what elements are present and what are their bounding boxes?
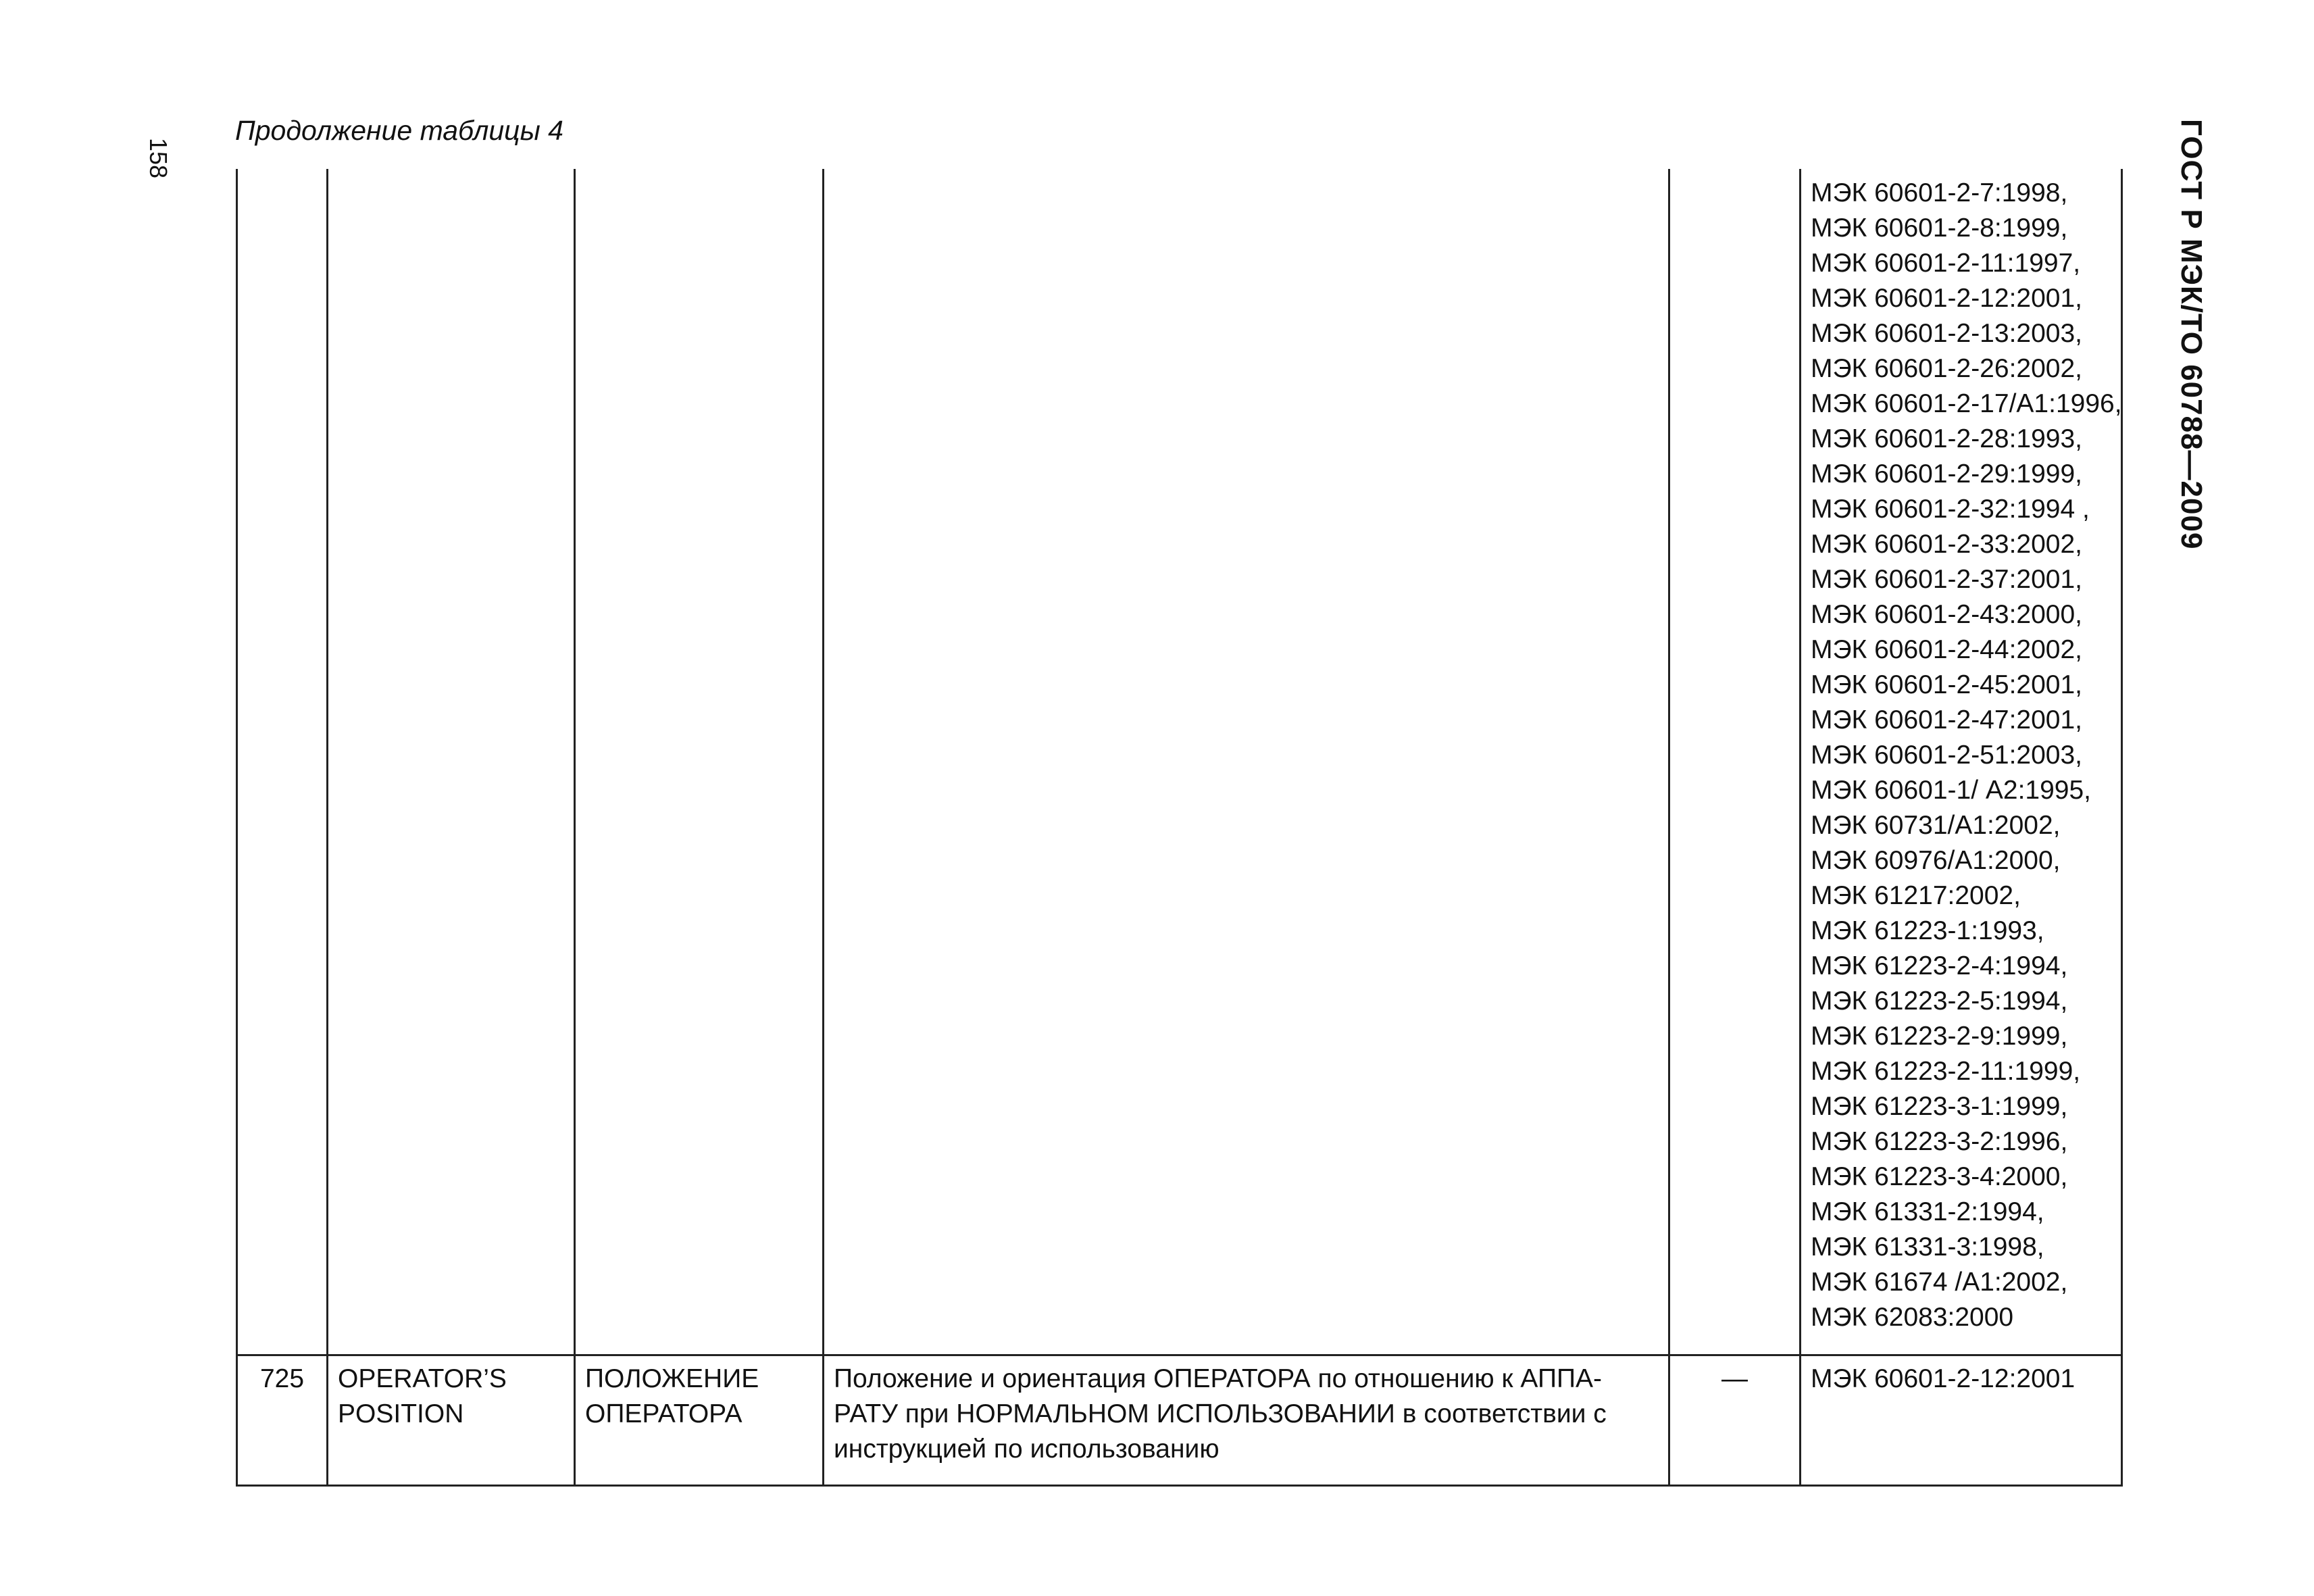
reference-line: МЭК 60601-2-51:2003,	[1811, 741, 2082, 770]
reference-line: МЭК 60601-2-29:1999,	[1811, 459, 2082, 489]
cont-cell-number	[237, 169, 328, 1355]
table-caption: Продолжение таблицы 4	[235, 115, 563, 146]
reference-line: МЭК 60601-2-11:1997,	[1811, 249, 2081, 278]
entry-number: 725	[237, 1355, 328, 1486]
continued-row	[237, 169, 2122, 1355]
reference-line: МЭК 61223-2-4:1994,	[1811, 951, 2068, 980]
reference-text: МЭК 60601-2-12:2001	[1811, 1364, 2076, 1393]
document-title: ГОСТ Р МЭК/ТО 60788—2009	[2175, 119, 2208, 550]
reference-line: МЭК 61223-3-4:2000,	[1811, 1162, 2068, 1191]
reference-line: МЭК 60601-2-12:2001,	[1811, 284, 2082, 313]
reference-line: МЭК 60601-2-43:2000,	[1811, 600, 2082, 629]
reference-line: МЭК 61331-2:1994,	[1811, 1197, 2044, 1226]
page-number: 158	[145, 138, 172, 179]
cont-cell-definition	[824, 169, 1669, 1355]
definition-text: Положение и ориентация ОПЕРАТОРА по отношению к АППА-РАТУ при НОРМАЛЬНОМ ИСПОЛЬЗОВАНИИ в соответствии с инструкцией по использованию	[834, 1364, 1607, 1464]
reference-line: МЭК 61223-3-2:1996,	[1811, 1127, 2068, 1156]
terms-table	[236, 169, 2123, 1487]
reference-line: МЭК 60601-2-37:2001,	[1811, 565, 2082, 594]
entry-reference	[1801, 1355, 2122, 1486]
reference-line: МЭК 60601-2-47:2001,	[1811, 705, 2082, 734]
reference-line: МЭК 60601-2-32:1994 ,	[1811, 495, 2090, 524]
reference-line: МЭК 61223-2-5:1994,	[1811, 987, 2068, 1016]
reference-line: МЭК 60601-2-26:2002,	[1811, 354, 2082, 383]
cont-cell-term-en	[328, 169, 575, 1355]
cont-cell-references	[1801, 169, 2122, 1355]
reference-line: МЭК 60601-2-45:2001,	[1811, 670, 2082, 699]
entry-note: —	[1669, 1355, 1801, 1486]
reference-line: МЭК 61217:2002,	[1811, 881, 2021, 910]
reference-line: МЭК 60601-2-17/А1:1996,	[1811, 389, 2122, 418]
cont-cell-note	[1669, 169, 1801, 1355]
reference-line: МЭК 60731/А1:2002,	[1811, 811, 2061, 840]
reference-line: МЭК 60601-1/ А2:1995,	[1811, 776, 2092, 805]
reference-line: МЭК 61223-3-1:1999,	[1811, 1092, 2068, 1121]
reference-line: МЭК 61223-2-11:1999,	[1811, 1057, 2081, 1086]
reference-line: МЭК 61223-1:1993,	[1811, 916, 2044, 945]
reference-line: МЭК 60601-2-44:2002,	[1811, 635, 2082, 664]
reference-line: МЭК 62083:2000	[1811, 1303, 2014, 1332]
term-ru-text: ПОЛОЖЕНИЕ ОПЕРАТОРА	[585, 1364, 759, 1428]
term-en-text: OPERATOR’S POSITION	[338, 1364, 507, 1428]
entry-term-ru	[575, 1355, 824, 1486]
reference-line: МЭК 60601-2-28:1993,	[1811, 424, 2082, 453]
cont-cell-term-ru	[575, 169, 824, 1355]
reference-line: МЭК 61223-2-9:1999,	[1811, 1022, 2068, 1051]
reference-line: МЭК 60976/А1:2000,	[1811, 846, 2061, 875]
entry-term-en	[328, 1355, 575, 1486]
reference-line: МЭК 60601-2-8:1999,	[1811, 214, 2068, 243]
entry-definition	[824, 1355, 1669, 1486]
table-row	[237, 1355, 2122, 1486]
reference-line: МЭК 60601-2-7:1998,	[1811, 178, 2068, 207]
reference-line: МЭК 61674 /А1:2002,	[1811, 1268, 2068, 1297]
reference-line: МЭК 60601-2-13:2003,	[1811, 319, 2082, 348]
reference-line: МЭК 60601-2-33:2002,	[1811, 530, 2082, 559]
reference-line: МЭК 61331-3:1998,	[1811, 1232, 2044, 1262]
